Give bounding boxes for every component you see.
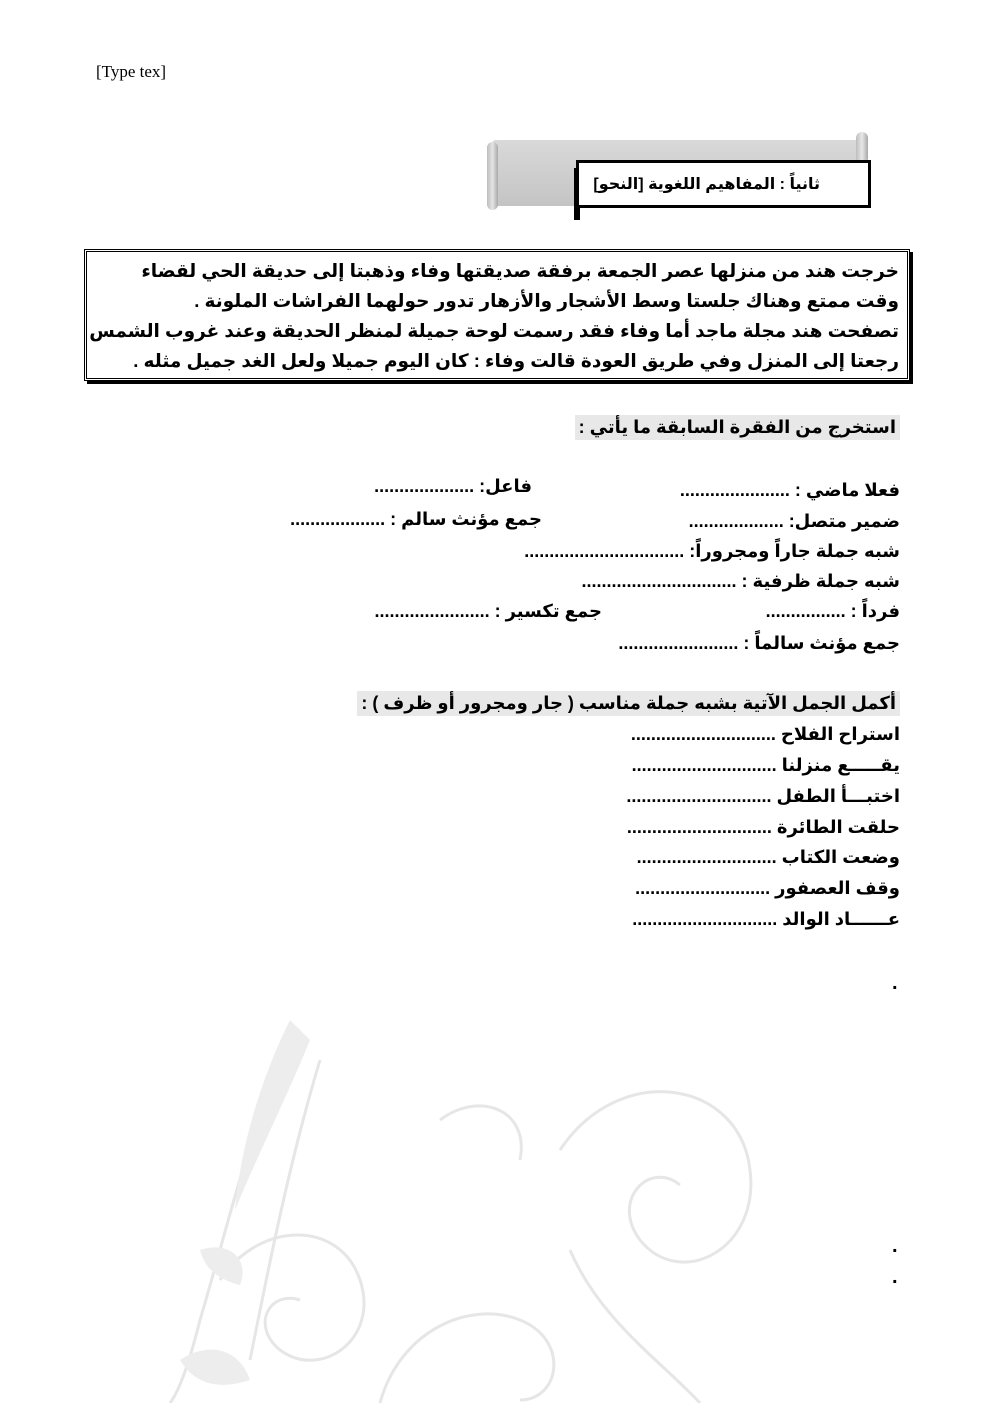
exercise-row: شبه جملة ظرفية : ............................... [581,571,900,591]
completion-item: استراح الفلاح ............................. [630,724,900,744]
section-title-text: ثانياً : المفاهيم اللغوية [النحو] [593,176,820,193]
completion-item: يقـــــع منزلنا ............................. [631,755,900,775]
trailing-dot: . [892,1235,898,1257]
exercise-2-instruction: أكمل الجمل الآتية بشبه جملة مناسب ( جار ومجرور أو ظرف ) : [357,691,900,716]
exercise-row: فعلا ماضي : ...................... [679,480,900,500]
section-title [576,160,871,208]
completion-item: عــــــاد الوالد ............................. [632,909,900,929]
exercise-1-instruction: استخرج من الفقرة السابقة ما يأتي : [575,415,900,440]
completion-item: حلقت الطائرة ............................. [626,817,900,837]
trailing-dot: . [892,1266,898,1288]
passage-line: وقت ممتع وهناك جلستا وسط الأشجار والأزهار تدور حولهما الفراشات الملونة . [194,290,899,311]
completion-item: اختبـــأ الطفل ............................. [626,786,900,806]
trailing-dot: . [892,972,898,994]
exercise-row-second: جمع تكسير : ....................... [374,601,602,621]
completion-item: وقف العصفور ........................... [635,878,900,898]
exercise-row: ضمير متصل: ................... [688,511,900,531]
exercise-row: جمع مؤنث سالماً : ........................ [618,633,900,653]
completion-item: وضعت الكتاب ............................ [636,847,900,867]
decorative-swirl-watermark [140,1000,840,1403]
passage-line: خرجت هند من منزلها عصر الجمعة برفقة صديقتها وفاء وذهبتا إلى حديقة الحي لقضاء [141,260,899,281]
exercise-row: فرداً : ................ [765,601,900,621]
passage-line: رجعتا إلى المنزل وفي طريق العودة قالت وفاء : كان اليوم جميلا ولعل الغد جميل مثله . [133,350,899,371]
reading-passage [84,249,910,381]
passage-line: تصفحت هند مجلة ماجد أما وفاء فقد رسمت لوحة جميلة لمنظر الحديقة وعند غروب الشمس [89,320,899,341]
exercise-row-second: جمع مؤنث سالم : ................... [290,509,542,529]
exercise-row: شبه جملة جاراً ومجروراً: ................................ [524,541,900,561]
scroll-left-roll [487,142,498,210]
page-header-text: [Type tex] [96,62,167,81]
exercise-row-second: فاعل: .................... [374,476,532,496]
